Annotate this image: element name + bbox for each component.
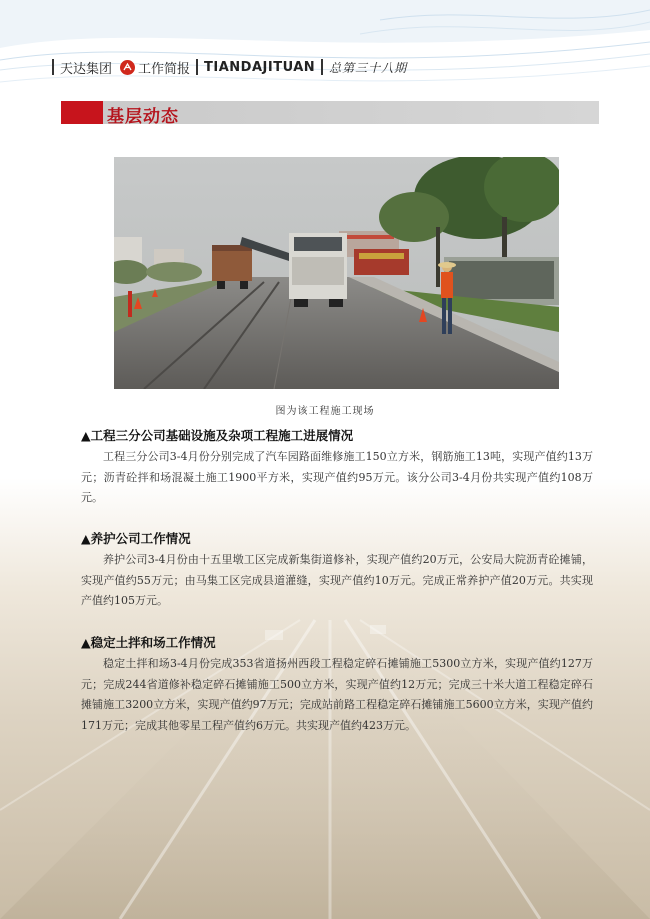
header-wave-decoration [0, 0, 650, 100]
construction-site-photo [114, 157, 559, 389]
section-title: 基层动态 [107, 107, 179, 127]
article-body: 工程三分公司3-4月份分别完成了汽车园路面维修施工150立方米，钢筋施工13吨，实现产值约13万元；沥青砼拌和场混凝土施工1900平方米，实现产值约95万元。该分公司3-4月份共实现产值约108万元。 [81, 450, 593, 504]
brand-latin: TIANDAJITUAN [204, 59, 316, 75]
article-block [81, 633, 593, 736]
issue-number: 总第三十八期 [329, 60, 408, 75]
road-background-decoration [0, 560, 650, 919]
article-heading: ▲养护公司工作情况 [81, 531, 191, 546]
section-banner [61, 101, 599, 127]
article-heading: ▲稳定土拌和场工作情况 [81, 635, 216, 650]
article-block [81, 529, 593, 612]
article-body: 养护公司3-4月份由十五里墩工区完成新集街道修补，实现产值约20万元，公安局大院沥青砼摊铺，实现产值约55万元；由马集工区完成县道灌缝，实现产值约10万元。完成正常养护产值20万元。共实现产值约105万元。 [81, 553, 593, 607]
photo-caption: 图为该工程施工现场 [275, 406, 375, 417]
article-heading: ▲工程三分公司基础设施及杂项工程施工进展情况 [81, 428, 354, 443]
page-header [46, 56, 407, 78]
header-divider [196, 59, 198, 75]
section-banner-accent [61, 101, 103, 124]
header-divider [52, 59, 54, 75]
org-name: 天达集团 [60, 61, 113, 77]
article-body: 稳定土拌和场3-4月份完成353省道扬州西段工程稳定碎石摊铺施工5300立方米，实现产值约127万元；完成244省道修补稳定碎石摊铺施工500立方米，实现产值约12万元；完成三十米大道工程稳定碎石摊铺施工3200立方米，实现产值约97万元；完成站前路工程稳定碎石摊铺施工5600立方米，实现产值约171万元；完成其他零星工程产值约6万元。共实现产值约423万元。 [81, 657, 593, 732]
publication-name: 工作简报 [138, 61, 191, 77]
article-block [81, 426, 593, 509]
company-logo-icon [120, 60, 135, 75]
header-divider [321, 59, 323, 75]
